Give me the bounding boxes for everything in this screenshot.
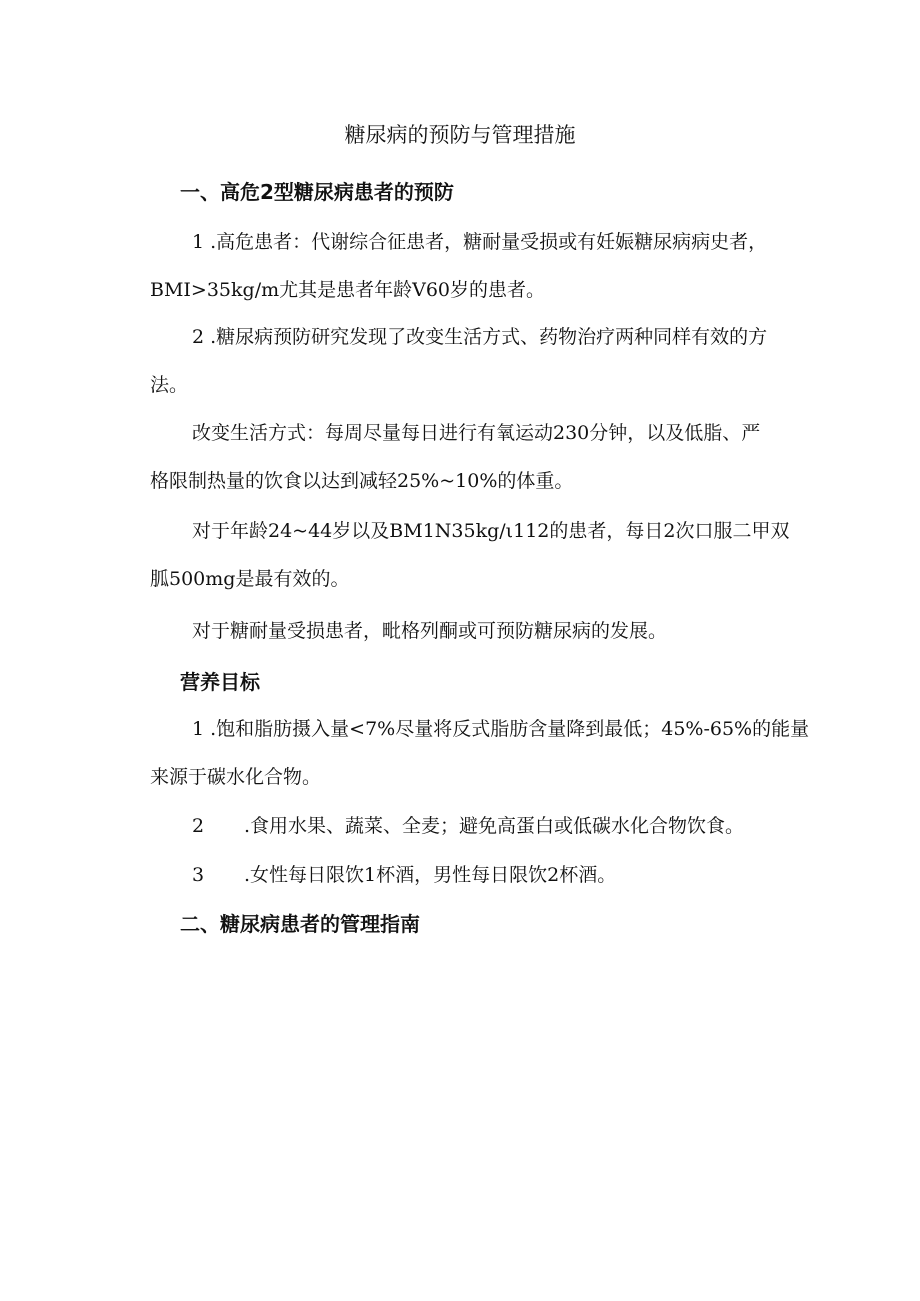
paragraph-line: 格限制热量的饮食以达到减轻25%~10%的体重。 xyxy=(150,470,574,492)
paragraph-line: 对于糖耐量受损患者，毗格列酮或可预防糖尿病的发展。 xyxy=(192,620,668,642)
paragraph-line: BMI>35kg/m尤其是患者年龄V60岁的患者。 xyxy=(150,279,546,301)
paragraph-line: 胍500mg是最有效的。 xyxy=(150,568,350,590)
section2-heading: 二、糖尿病患者的管理指南 xyxy=(180,912,420,936)
item-text: .女性每日限饮1杯酒，男性每日限饮2杯酒。 xyxy=(244,864,617,886)
paragraph-line: 2 .糖尿病预防研究发现了改变生活方式、药物治疗两种同样有效的方 xyxy=(192,326,768,348)
paragraph-line: 来源于碳水化合物。 xyxy=(150,766,322,788)
paragraph-line: 法。 xyxy=(150,374,189,396)
paragraph-metformin xyxy=(150,507,850,603)
nutrition-item-2 xyxy=(150,802,850,850)
nutrition-item-3 xyxy=(150,851,850,899)
paragraph-prevention-study xyxy=(150,313,850,409)
nutrition-item-1 xyxy=(150,705,850,801)
paragraph-line: 1 .饱和脂肪摄入量<7%尽量将反式脂肪含量降到最低；45%-65%的能量 xyxy=(192,718,810,740)
paragraph-line: 1 .高危患者：代谢综合征患者，糖耐量受损或有妊娠糖尿病病史者， xyxy=(192,231,768,253)
paragraph-line: 对于年龄24~44岁以及BM1N35kg/ι112的患者，每日2次口服二甲双 xyxy=(192,520,790,542)
document-title: 糖尿病的预防与管理措施 xyxy=(344,123,576,147)
item-number: 3 xyxy=(192,864,205,886)
item-number: 2 xyxy=(192,815,205,837)
paragraph-pioglitazone xyxy=(150,607,850,655)
nutrition-heading: 营养目标 xyxy=(180,670,260,694)
paragraph-high-risk-patients xyxy=(150,218,850,314)
item-text: .食用水果、蔬菜、全麦；避免高蛋白或低碳水化合物饮食。 xyxy=(244,815,745,837)
paragraph-lifestyle-change xyxy=(150,409,850,505)
section1-heading: 一、高危2型糖尿病患者的预防 xyxy=(180,180,454,204)
paragraph-line: 改变生活方式：每周尽量每日进行有氧运动230分钟，以及低脂、严 xyxy=(192,422,761,444)
